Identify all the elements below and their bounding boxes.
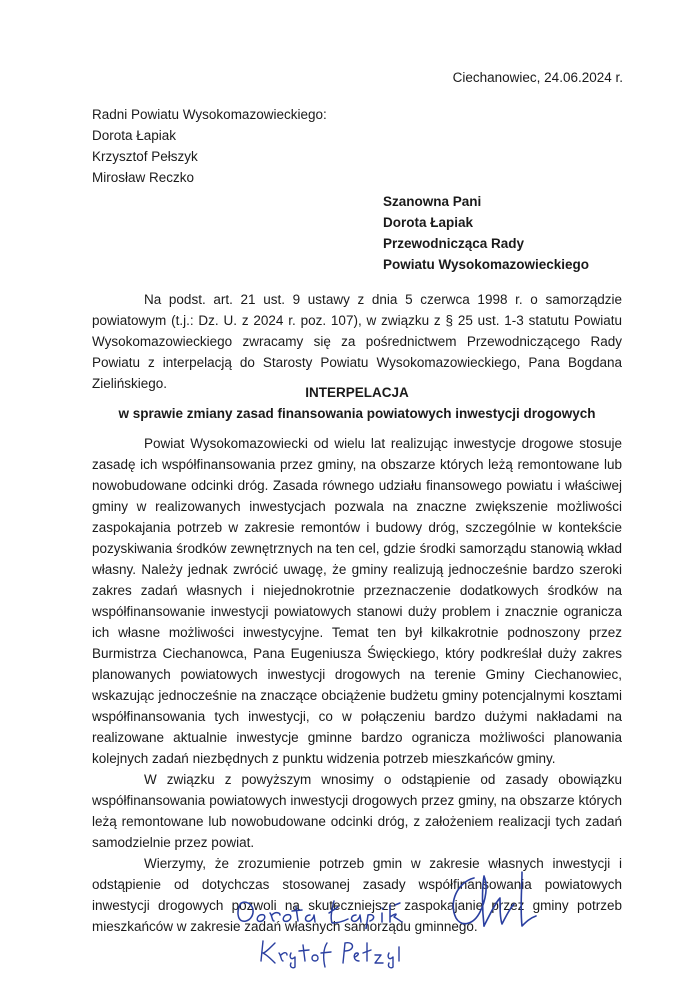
signature-miroslaw-reczko [440, 868, 550, 934]
document-heading [92, 382, 622, 424]
body-text [92, 433, 622, 937]
senders-block [92, 104, 327, 188]
addressee-line: Powiatu Wysokomazowieckiego [383, 257, 590, 272]
addressee-line: Szanowna Pani [383, 194, 482, 209]
body-paragraph: Wierzymy, że zrozumienie potrzeb gmin w zakresie własnych inwestycji i odstąpienie od dotychczas stosowanej zasady współfinansowania powiatowych inwestycji drogowych pozwoli na skuteczniejsze zaspokajanie przez gminy potrzeb mieszkańców w zakresie zadań własnych samorządu gminnego. [92, 856, 622, 934]
addressee-line: Przewodnicząca Rady [383, 236, 525, 251]
sender-name: Dorota Łapiak [92, 128, 177, 143]
addressee-block [383, 191, 589, 275]
senders-heading: Radni Powiatu Wysokomazowieckiego: [92, 107, 327, 122]
document-subtitle: w sprawie zmiany zasad finansowania powiatowych inwestycji drogowych [118, 406, 596, 421]
document-title: INTERPELACJA [305, 385, 409, 400]
body-paragraph: Powiat Wysokomazowiecki od wielu lat realizując inwestycje drogowe stosuje zasadę ich współfinansowania przez gminy, na obszarze których leżą remontowane lub nowobudowane odcinki dróg. Zasada równego udziału finansowego powiatu i właściwej gminy w realizowanych inwestycjach pozwala na znaczne zwiększenie możliwości zaspokajania potrzeb w zakresie remontów i budowy dróg, szczególnie w kontekście pozyskiwania środków zewnętrznych na ten cel, gdzie środki samorządu stanowią wkład własny. Należy jednak zwrócić uwagę, że gminy realizują jednocześnie bardzo szeroki zakres zadań własnych i niejednokrotnie przeznaczenie dodatkowych środków na współfinansowanie inwestycji powiatowych stanowi duży problem i znacznie ogranicza ich własne możliwości inwestycyjne. Temat ten był kilkakrotnie podnoszony przez Burmistrza Ciechanowca, Pana Eugeniusza Święckiego, który podkreślał duży zakres planowanych powiatowych inwestycji drogowych na terenie Gminy Ciechanowiec, wskazując jednocześnie na znaczące obciążenie budżetu gminy potencjalnymi kosztami współfinansowania tych inwestycji, co w połączeniu bardzo dużymi nakładami na realizowane aktualnie inwestycje gminne bardzo ogranicza możliwości planowania kolejnych zadań niezbędnych z punktu widzenia potrzeb mieszkańców gminy. [92, 436, 622, 766]
signature-krzysztof-pelszyk [255, 935, 405, 969]
signature-dorota-lapiak [232, 893, 432, 929]
sender-name: Mirosław Reczko [92, 170, 195, 185]
sender-name: Krzysztof Pełszyk [92, 149, 198, 164]
addressee-line: Dorota Łapiak [383, 215, 474, 230]
body-paragraph: W związku z powyższym wnosimy o odstąpienie od zasady obowiązku współfinansowania powiatowych inwestycji drogowych przez gminy, na obszarze których leżą remontowane lub nowobudowane odcinki dróg, z założeniem realizacji tych zadań samodzielnie przez powiat. [92, 772, 622, 850]
letter-date: Ciechanowiec, 24.06.2024 r. [452, 70, 623, 85]
intro-paragraph: Na podst. art. 21 ust. 9 ustawy z dnia 5 czerwca 1998 r. o samorządzie powiatowym (t.j.: Dz. U. z 2024 r. poz. 107), w związku z § 25 ust. 1-3 statutu Powiatu Wysokomazowieckiego zwracamy się za pośrednictwem Przewodniczącego Rady Powiatu z interpelacją do Starosty Powiatu Wysokomazowieckiego, Pana Bogdana Zielińskiego. [92, 292, 622, 391]
